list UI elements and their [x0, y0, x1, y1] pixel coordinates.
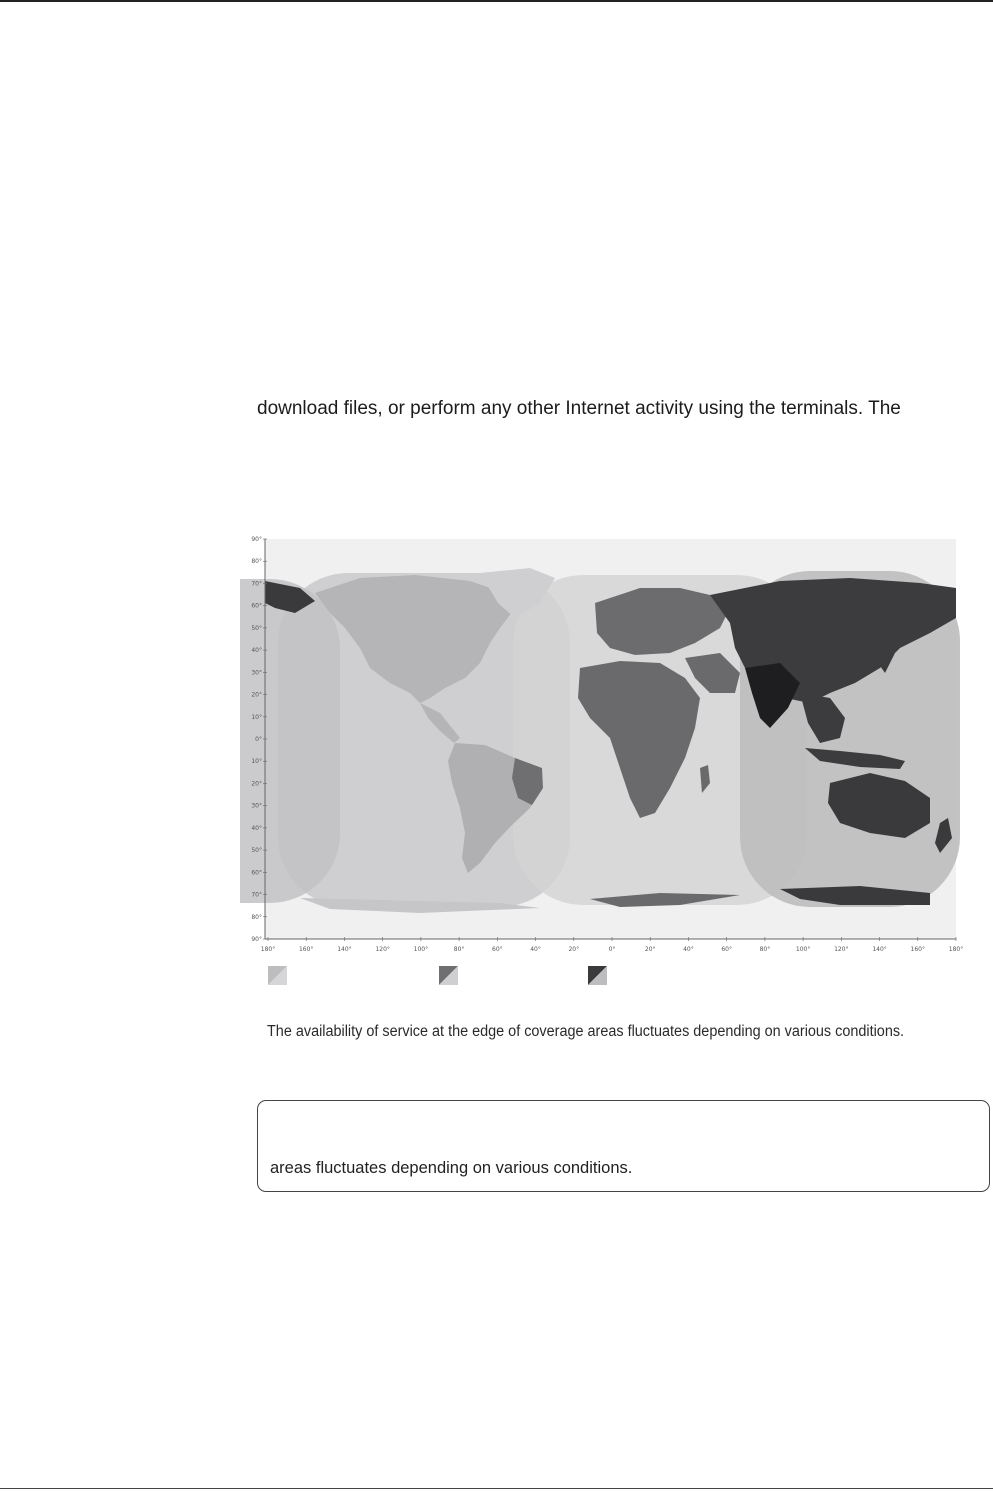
lat-tick-label: 60° — [251, 869, 262, 877]
lat-tick-label: 20° — [251, 780, 262, 788]
lat-tick-label: 30° — [251, 802, 262, 810]
lon-tick-label: 140° — [872, 946, 887, 953]
lon-tick-label: 40° — [530, 946, 541, 953]
lon-tick-label: 60° — [492, 946, 503, 953]
top-rule — [0, 0, 993, 2]
lat-tick-label: 80° — [251, 558, 262, 566]
lat-tick-label: 50° — [251, 624, 262, 632]
lon-tick-label: 0° — [608, 946, 616, 953]
body-paragraph-line: download files, or perform any other Internet activity using the terminals. The — [257, 398, 901, 419]
lon-tick-label: 120° — [375, 946, 390, 953]
lat-tick-label: 90° — [251, 936, 262, 943]
lat-tick-label: 90° — [251, 536, 262, 543]
note-text: areas fluctuates depending on various conditions. — [270, 1159, 633, 1177]
legend-swatch-mid — [439, 966, 458, 985]
lon-tick-label: 20° — [644, 946, 656, 953]
lon-tick-label: 160° — [298, 946, 314, 953]
lon-tick-label: 60° — [721, 946, 732, 953]
lon-tick-label: 80° — [453, 946, 465, 953]
legend-swatch-light — [268, 966, 287, 985]
lon-tick-label: 160° — [910, 946, 926, 953]
legend-swatch-dark — [588, 966, 607, 985]
lat-tick-label: 30° — [251, 669, 262, 677]
lon-tick-label: 120° — [834, 946, 849, 953]
note-box — [257, 1100, 990, 1192]
lon-tick-label: 20° — [568, 946, 580, 953]
lat-tick-label: 70° — [251, 580, 262, 588]
lon-tick-label: 100° — [795, 946, 811, 953]
lat-tick-label: 80° — [251, 913, 262, 921]
lon-tick-label: 80° — [759, 946, 771, 953]
lat-tick-label: 60° — [251, 602, 262, 610]
lat-tick-label: 20° — [251, 691, 262, 699]
lat-tick-label: 10° — [251, 758, 262, 766]
lon-tick-label: 180° — [948, 946, 964, 953]
lat-tick-label: 10° — [251, 713, 262, 721]
lat-tick-label: 50° — [251, 847, 262, 855]
lat-tick-label: 70° — [251, 891, 262, 899]
lon-tick-label: 140° — [337, 946, 352, 953]
lon-tick-label: 40° — [683, 946, 694, 953]
lat-tick-label: 40° — [251, 647, 262, 655]
coverage-map — [240, 533, 965, 963]
lat-tick-label: 0° — [255, 736, 262, 743]
bottom-rule — [0, 1488, 993, 1489]
lon-tick-label: 180° — [260, 946, 276, 953]
map-caption: The availability of service at the edge of coverage areas fluctuates depending on various conditions. — [267, 1023, 905, 1040]
lat-tick-label: 40° — [251, 824, 262, 832]
lon-tick-label: 100° — [413, 946, 429, 953]
